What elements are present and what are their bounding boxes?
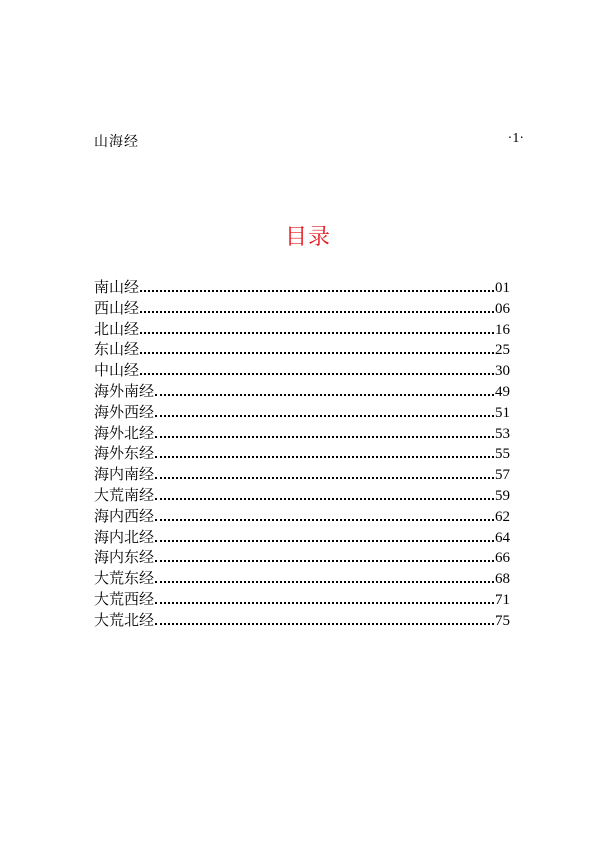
toc-entry[interactable] — [94, 381, 510, 402]
toc-entry-label: 海内西经 — [94, 506, 155, 525]
toc-entry[interactable] — [94, 402, 510, 423]
toc-entry[interactable] — [94, 589, 510, 610]
toc-entry[interactable] — [94, 547, 510, 568]
toc-heading: 目录 — [284, 225, 331, 250]
toc-entry-label: 海内南经 — [94, 465, 155, 484]
toc-entry-label: 东山经 — [94, 340, 140, 359]
toc-dot-leader — [155, 540, 494, 542]
toc-entry-page: 25 — [495, 342, 510, 359]
toc-entry-page: 68 — [495, 571, 510, 588]
toc-dot-leader — [140, 290, 494, 292]
toc-entry[interactable] — [94, 610, 510, 631]
toc-dot-leader — [155, 623, 494, 625]
toc-entry-page: 66 — [495, 550, 510, 567]
toc-entry-label: 海外东经 — [94, 444, 155, 463]
toc-dot-leader — [140, 352, 494, 354]
toc-entry[interactable] — [94, 277, 510, 298]
toc-dot-leader — [155, 477, 494, 479]
toc-entry-page: 51 — [495, 404, 510, 421]
toc-entry[interactable] — [94, 527, 510, 548]
toc-entry[interactable] — [94, 485, 510, 506]
toc-entry-page: 71 — [495, 591, 510, 608]
toc-dot-leader — [140, 373, 494, 375]
header-page-number: ·1· — [507, 131, 524, 146]
toc-dot-leader — [155, 436, 494, 438]
toc-entry-page: 62 — [495, 508, 510, 525]
toc-dot-leader — [155, 498, 494, 500]
toc-entry-label: 北山经 — [94, 319, 140, 338]
toc-entry-label: 西山经 — [94, 298, 140, 317]
toc-entry[interactable] — [94, 360, 510, 381]
toc-entry-page: 64 — [495, 529, 510, 546]
toc-entry-label: 海外北经 — [94, 423, 155, 442]
toc-dot-leader — [155, 519, 494, 521]
toc-entry-label: 大荒西经 — [94, 589, 155, 608]
toc-dot-leader — [155, 602, 494, 604]
toc-entry-label: 海内东经 — [94, 548, 155, 567]
toc-entry-page: 75 — [495, 612, 510, 629]
toc-entry-label: 大荒南经 — [94, 485, 155, 504]
toc-entry[interactable] — [94, 464, 510, 485]
toc-entry-page: 06 — [495, 300, 510, 317]
toc-dot-leader — [155, 560, 494, 562]
toc-entry-page: 30 — [495, 363, 510, 380]
toc-entry-label: 中山经 — [94, 361, 140, 380]
toc-entry-page: 01 — [495, 280, 510, 296]
toc-entry-label: 大荒北经 — [94, 610, 155, 629]
header-book-title: 山海经 — [94, 134, 139, 150]
toc-list — [94, 277, 510, 631]
toc-dot-leader — [140, 332, 494, 334]
toc-entry-label: 大荒东经 — [94, 569, 155, 588]
page-header — [94, 131, 524, 153]
toc-entry-label: 海外西经 — [94, 402, 155, 421]
toc-entry[interactable] — [94, 568, 510, 589]
toc-entry[interactable] — [94, 443, 510, 464]
toc-dot-leader — [140, 311, 494, 313]
toc-entry-label: 南山经 — [94, 278, 140, 296]
toc-dot-leader — [155, 456, 494, 458]
toc-entry-page: 49 — [495, 383, 510, 400]
toc-entry-page: 55 — [495, 446, 510, 463]
toc-entry-page: 59 — [495, 487, 510, 504]
toc-entry[interactable] — [94, 506, 510, 527]
toc-entry-label: 海内北经 — [94, 527, 155, 546]
toc-entry[interactable] — [94, 339, 510, 360]
toc-entry-page: 16 — [495, 321, 510, 338]
toc-dot-leader — [155, 394, 494, 396]
toc-entry-label: 海外南经 — [94, 381, 155, 400]
toc-entry[interactable] — [94, 319, 510, 340]
toc-entry-page: 57 — [495, 467, 510, 484]
toc-entry-page: 53 — [495, 425, 510, 442]
toc-entry[interactable] — [94, 423, 510, 444]
toc-entry[interactable] — [94, 298, 510, 319]
toc-dot-leader — [155, 415, 494, 417]
toc-dot-leader — [155, 581, 494, 583]
